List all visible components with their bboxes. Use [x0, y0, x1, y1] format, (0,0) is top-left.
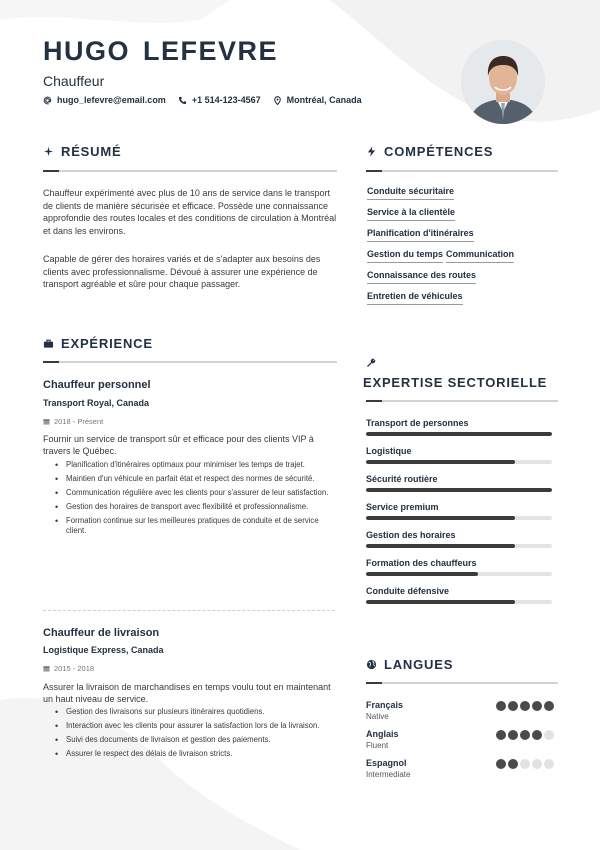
experience-heading-text: EXPÉRIENCE — [61, 336, 153, 351]
skills-rule — [366, 170, 558, 172]
language-item — [366, 758, 556, 779]
languages-rule — [366, 682, 558, 684]
language-rating — [496, 759, 554, 769]
skill-tag: Connaissance des routes — [367, 270, 476, 284]
at-icon — [43, 96, 52, 105]
language-item — [366, 729, 556, 750]
expertise-bar — [366, 460, 552, 464]
skills-list — [367, 186, 562, 312]
job-1-dates-text: 2018 - Présent — [54, 417, 104, 426]
expertise-label: Conduite défensive — [366, 586, 450, 596]
calendar-icon — [43, 665, 50, 672]
email-text: hugo_lefevre@email.com — [57, 95, 166, 105]
calendar-icon — [43, 418, 50, 425]
job-2-dates-text: 2015 - 2018 — [54, 664, 95, 673]
bullet-item: • Communication régulière avec les clients pour s'assurer de leur satisfaction. — [55, 488, 335, 498]
job-1-description: Fournir un service de transport sûr et efficace pour des clients VIP à travers le Québec. — [43, 434, 314, 456]
summary-paragraph-2: Capable de gérer des horaires variés et de s'adapter aux besoins des clients avec professionnalisme. Dévoué à assurer une expérience de transport agréable et sûre pour chaque passager. — [43, 254, 321, 289]
expertise-bar — [366, 488, 552, 492]
rating-dot — [532, 730, 542, 740]
job-2-title: Chauffeur de livraison — [43, 627, 160, 639]
expertise-bar-fill — [366, 600, 515, 604]
bullet-item: • Gestion des livraisons sur plusieurs itinéraires quotidiens. — [55, 707, 335, 717]
contact-email[interactable] — [43, 95, 166, 105]
skill-tag: Communication — [446, 249, 514, 263]
job-2-description: Assurer la livraison de marchandises en temps voulu tout en maintenant un haut niveau de service. — [43, 682, 331, 704]
contact-phone[interactable] — [178, 95, 261, 105]
expertise-item — [366, 444, 552, 472]
job-2-company: Logistique Express, Canada — [43, 645, 164, 655]
expertise-bar — [366, 544, 552, 548]
job-divider — [43, 610, 335, 611]
summary-paragraph-1: Chauffeur expérimenté avec plus de 10 ans de service dans le transport de clients de manière sécurisée et efficace. Possède une connaissance approfondie des routes locales et des conditions de circulation à Montréal et dans les environs. — [43, 188, 337, 236]
experience-rule — [43, 361, 337, 363]
job-1-bullets — [55, 460, 335, 540]
summary-heading — [43, 144, 121, 159]
expertise-label: Transport de personnes — [366, 418, 469, 428]
expertise-label: Sécurité routière — [366, 474, 438, 484]
experience-heading — [43, 336, 153, 351]
expertise-bar — [366, 432, 552, 436]
skill-tag: Service à la clientèle — [367, 207, 455, 221]
rating-dot — [508, 701, 518, 711]
expertise-heading-text: EXPERTISE SECTORIELLE — [363, 375, 548, 390]
expertise-item — [366, 500, 552, 528]
rating-dot — [520, 759, 530, 769]
language-name: Anglais — [366, 729, 399, 739]
skill-tag: Conduite sécuritaire — [367, 186, 454, 200]
profile-photo — [461, 40, 545, 124]
sparkle-icon — [43, 146, 54, 157]
language-rating — [496, 730, 554, 740]
wrench-icon — [366, 358, 376, 368]
expertise-bar — [366, 600, 552, 604]
rating-dot — [496, 701, 506, 711]
expertise-item — [366, 556, 552, 584]
expertise-bar-fill — [366, 572, 478, 576]
rating-dot — [544, 701, 554, 711]
rating-dot — [544, 759, 554, 769]
lightning-icon — [366, 146, 377, 157]
skill-tag: Planification d'itinéraires — [367, 228, 474, 242]
briefcase-icon — [43, 338, 54, 349]
contact-row — [43, 95, 362, 105]
job-1-title: Chauffeur personnel — [43, 379, 151, 391]
rating-dot — [532, 701, 542, 711]
expertise-list — [366, 416, 552, 612]
bullet-item: • Gestion des horaires de transport avec flexibilité et professionnalisme. — [55, 502, 335, 512]
bullet-item: • Formation continue sur les meilleures pratiques de conduite et de service client. — [55, 516, 335, 536]
language-name: Français — [366, 700, 404, 710]
location-text: Montréal, Canada — [286, 95, 362, 105]
job-1-dates — [43, 417, 103, 426]
rating-dot — [544, 730, 554, 740]
bullet-item: • Suivi des documents de livraison et gestion des paiements. — [55, 735, 335, 745]
bullet-item: • Interaction avec les clients pour assurer la satisfaction lors de la livraison. — [55, 721, 335, 731]
expertise-bar-fill — [366, 460, 515, 464]
phone-text: +1 514-123-4567 — [191, 95, 261, 105]
language-level: Fluent — [366, 741, 389, 750]
language-item — [366, 700, 556, 721]
language-name: Espagnol — [366, 758, 407, 768]
rating-dot — [496, 730, 506, 740]
profile-portrait — [461, 40, 545, 124]
rating-dot — [508, 759, 518, 769]
skills-heading-text: COMPÉTENCES — [384, 144, 494, 159]
summary-heading-text: RÉSUMÉ — [61, 144, 122, 159]
bullet-item: • Assurer le respect des délais de livraison stricts. — [55, 749, 335, 759]
language-level: Intermediate — [366, 770, 411, 779]
language-rating — [496, 701, 554, 711]
expertise-label: Gestion des horaires — [366, 530, 456, 540]
expertise-bar-fill — [366, 516, 515, 520]
expertise-bar-fill — [366, 488, 552, 492]
job-1-company: Transport Royal, Canada — [43, 398, 150, 408]
expertise-heading — [363, 375, 547, 390]
job-2-dates — [43, 664, 94, 673]
job-2-bullets — [55, 707, 335, 763]
rating-dot — [532, 759, 542, 769]
rating-dot — [520, 701, 530, 711]
expertise-bar-fill — [366, 544, 515, 548]
summary-rule — [43, 170, 337, 172]
expertise-item — [366, 528, 552, 556]
languages-heading — [366, 657, 453, 672]
expertise-rule — [366, 400, 558, 402]
expertise-label: Service premium — [366, 502, 439, 512]
expertise-bar-fill — [366, 432, 552, 436]
expertise-bar — [366, 516, 552, 520]
bullet-item: • Maintien d'un véhicule en parfait état et respect des normes de sécurité. — [55, 474, 335, 484]
bullet-item: • Planification d'itinéraires optimaux pour minimiser les temps de trajet. — [55, 460, 335, 470]
expertise-item — [366, 416, 552, 444]
location-pin-icon — [273, 96, 282, 105]
rating-dot — [520, 730, 530, 740]
skill-tag: Entretien de véhicules — [367, 291, 463, 305]
candidate-title: Chauffeur — [43, 73, 105, 89]
expertise-label: Formation des chauffeurs — [366, 558, 477, 568]
rating-dot — [496, 759, 506, 769]
globe-icon — [366, 659, 377, 670]
expertise-bar — [366, 572, 552, 576]
expertise-item — [366, 472, 552, 500]
skills-heading — [366, 144, 493, 159]
languages-heading-text: LANGUES — [384, 657, 454, 672]
expertise-item — [366, 584, 552, 612]
phone-icon — [178, 96, 187, 105]
candidate-name: HUGO LEFEVRE — [43, 36, 279, 66]
skill-tag: Gestion du temps — [367, 249, 443, 263]
rating-dot — [508, 730, 518, 740]
language-level: Native — [366, 712, 389, 721]
contact-location — [273, 95, 362, 105]
expertise-label: Logistique — [366, 446, 412, 456]
